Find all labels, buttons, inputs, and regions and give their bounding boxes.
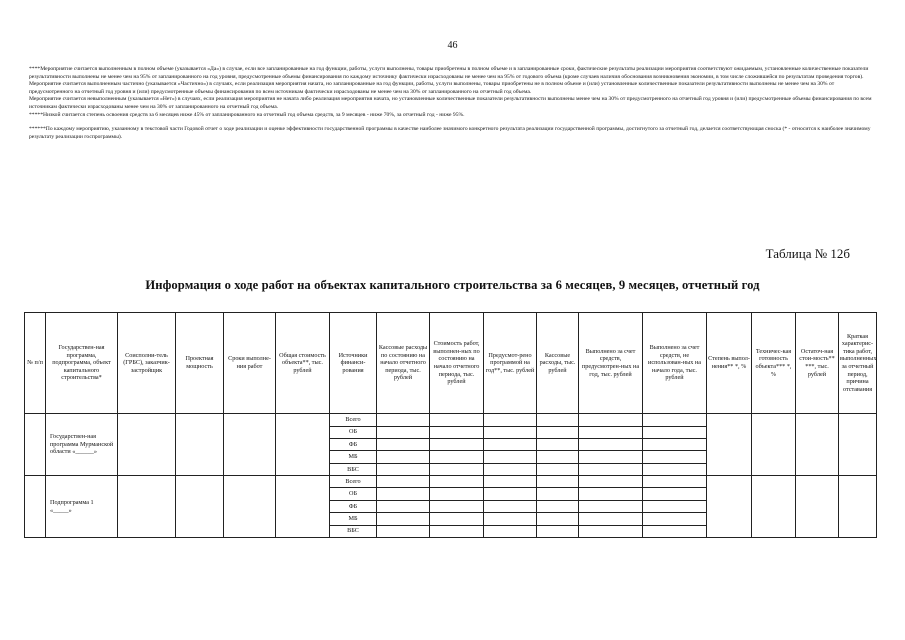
table-cell	[484, 500, 537, 512]
table-cell	[430, 525, 484, 537]
header-cell: Источники финанси-рования	[330, 313, 377, 414]
table-cell	[484, 451, 537, 463]
table-cell	[643, 426, 707, 438]
table-cell	[707, 414, 752, 476]
table-cell	[430, 426, 484, 438]
table-cell	[377, 476, 430, 488]
table-cell	[377, 451, 430, 463]
table-cell	[643, 488, 707, 500]
table-cell	[579, 463, 643, 475]
source-cell: ОБ	[330, 426, 377, 438]
table-cell	[643, 500, 707, 512]
header-cell: Кассовые расходы, тыс. рублей	[537, 313, 579, 414]
table-cell	[579, 414, 643, 426]
table-cell	[537, 451, 579, 463]
table-cell	[796, 476, 839, 538]
table-cell	[377, 463, 430, 475]
header-cell: Выполнено за счет средств, не использован-ных на начало года, тыс. рублей	[643, 313, 707, 414]
source-cell: Всего	[330, 414, 377, 426]
header-cell: Кассовые расходы по состоянию на начало отчетного периода, тыс. рублей	[377, 313, 430, 414]
construction-progress-table	[24, 312, 877, 538]
table-cell	[484, 513, 537, 525]
table-cell	[537, 476, 579, 488]
footnote-low-level: *****Низкой считается степень освоения средств за 6 месяцев ниже 45% от запланированного на отчетный год объема средств, за 9 месяцев - ниже 70%, за отчетный год - ниже 95%.	[29, 111, 465, 118]
table-cell	[579, 500, 643, 512]
header-cell: Соисполни-тель (ГРБС), заказчик-застройщик	[118, 313, 176, 414]
table-cell	[796, 414, 839, 476]
table-number: Таблица № 12б	[765, 246, 850, 261]
source-cell: МБ	[330, 513, 377, 525]
header-cell: Общая стоимость объекта**, тыс. рублей	[276, 313, 330, 414]
table-cell	[430, 513, 484, 525]
table-cell	[579, 476, 643, 488]
footnote-full: ****Мероприятие считается выполненным в полном объеме (указывается «Да») в случае, если все запланированные на год функции, работы, услуги выполнены, товары приобретены в полном объеме и в запланированные сроки, фактические результаты реализации мероприятия соответствуют ожидаемым, установленные количественные показатели результативности выполнены не менее чем на 95% от запланированного на год уровня, предусмотренные объемы финансирования по каждому источнику фактически израсходованы не менее чем на 95% от годового объема (кроме случаев наличия обоснования возникновения экономии, в том числе сложившейся по результатам проведения торгов).	[29, 66, 869, 80]
table-cell	[430, 451, 484, 463]
table-cell	[643, 476, 707, 488]
table-cell	[377, 525, 430, 537]
header-cell: Стоимость работ, выполнен-ных по состоянию на начало отчетного периода, тыс. рублей	[430, 313, 484, 414]
table-cell	[537, 463, 579, 475]
source-cell: МБ	[330, 451, 377, 463]
footnote-not-done: Мероприятие считается невыполненным (указывается «Нет») в случаях, если реализация мероприятия не начата либо реализация мероприятия начата, но установленные количественные показатели результативности выполнены менее чем на 30% от предусмотренного на отчетный год уровня и (или) предусмотренные объемы финансирования по всем источникам фактически израсходованы менее чем на 30% от запланированного на отчетный год объема.	[29, 96, 872, 110]
table-cell	[377, 438, 430, 450]
table-cell	[377, 513, 430, 525]
header-cell: Выполнено за счет средств, предусмотрен-ных на год, тыс. рублей	[579, 313, 643, 414]
table-cell	[484, 414, 537, 426]
table-cell	[430, 500, 484, 512]
source-cell: Всего	[330, 476, 377, 488]
table-cell	[276, 414, 330, 476]
table-cell	[643, 414, 707, 426]
table-cell	[643, 463, 707, 475]
table-cell	[430, 476, 484, 488]
table-cell	[484, 426, 537, 438]
table-cell	[579, 426, 643, 438]
table-cell	[537, 426, 579, 438]
header-cell: № п/п	[25, 313, 46, 414]
source-cell: ФБ	[330, 438, 377, 450]
table-row	[25, 476, 877, 488]
table-cell	[752, 414, 796, 476]
table-cell	[579, 525, 643, 537]
table-cell	[643, 451, 707, 463]
header-cell: Краткая характерис-тика работ, выполненных за отчетный период, причина отставания	[839, 313, 877, 414]
table-cell	[707, 476, 752, 538]
table-cell	[537, 414, 579, 426]
footnotes	[29, 66, 875, 141]
table-cell	[484, 476, 537, 488]
source-cell: ВБС	[330, 463, 377, 475]
table-row	[25, 414, 877, 426]
table-cell	[224, 476, 276, 538]
table-cell	[484, 463, 537, 475]
source-cell: ВБС	[330, 525, 377, 537]
header-cell: Сроки выполне-ния работ	[224, 313, 276, 414]
table-title: Информация о ходе работ на объектах капитального строительства за 6 месяцев, 9 месяцев, отчетный год	[145, 278, 760, 292]
table-cell	[430, 414, 484, 426]
subprogram-name-cell: Подпрограмма 1 «_____»	[46, 476, 118, 538]
source-cell: ОБ	[330, 488, 377, 500]
program-name-cell: Государствен-ная программа Мурманской области «______»	[46, 414, 118, 476]
table-cell	[276, 476, 330, 538]
table-cell	[537, 500, 579, 512]
table-cell	[643, 513, 707, 525]
table-cell	[430, 488, 484, 500]
table-header-row	[25, 313, 877, 414]
footnote-partial: Мероприятие считается выполненным частично (указывается «Частично») в случаях, если реализация мероприятия начата, но запланированные на год функции, работы, услуги выполнены, товары приобретены не в полном объеме и (или) установленные количественные показатели результативности выполнены не менее чем на 30% от предусмотренного на отчетный год уровня и (или) предусмотренные объемы финансирования по всем источникам фактически израсходованы не менее чем на 30% от запланированного на отчетный год объема.	[29, 81, 835, 95]
table-cell	[430, 463, 484, 475]
header-cell: Предусмот-рено программой на год**, тыс. рублей	[484, 313, 537, 414]
table-cell	[537, 438, 579, 450]
header-cell: Государствен-ная программа, подпрограмма, объект капитального строительства*	[46, 313, 118, 414]
table-cell	[579, 488, 643, 500]
table-cell	[377, 414, 430, 426]
table-cell	[579, 451, 643, 463]
table-cell	[839, 414, 877, 476]
table-cell	[537, 513, 579, 525]
table-cell	[430, 438, 484, 450]
header-cell: Остаточ-ная стои-мость** ***, тыс. рублей	[796, 313, 839, 414]
table-cell	[25, 414, 46, 476]
table-cell	[176, 476, 224, 538]
table-cell	[839, 476, 877, 538]
table-cell	[176, 414, 224, 476]
header-cell: Проектная мощность	[176, 313, 224, 414]
table-cell	[484, 525, 537, 537]
table-cell	[537, 525, 579, 537]
table-cell	[25, 476, 46, 538]
table-cell	[643, 525, 707, 537]
table-cell	[377, 488, 430, 500]
table-cell	[224, 414, 276, 476]
header-cell: Техничес-кая готовность объекта*** *, %	[752, 313, 796, 414]
footnote-significant: ******По каждому мероприятию, указанному в текстовой части Годовой отчет о ходе реализации и оценке эффективности государственной программы в качестве наиболее значимого конкретного результата реализации государственной программы, достигнутого за отчетный год, делается соответствующая сноска (* - относится к наиболее значимому результату реализации госпрограммы).	[29, 126, 871, 140]
table-cell	[643, 438, 707, 450]
source-cell: ФБ	[330, 500, 377, 512]
table-cell	[118, 414, 176, 476]
page-number: 46	[447, 40, 458, 51]
table-cell	[484, 438, 537, 450]
table-cell	[377, 426, 430, 438]
table-cell	[579, 438, 643, 450]
table-cell	[537, 488, 579, 500]
table-cell	[579, 513, 643, 525]
table-cell	[484, 488, 537, 500]
table-cell	[377, 500, 430, 512]
table-cell	[118, 476, 176, 538]
table-cell	[752, 476, 796, 538]
header-cell: Степень выпол-нения** *, %	[707, 313, 752, 414]
